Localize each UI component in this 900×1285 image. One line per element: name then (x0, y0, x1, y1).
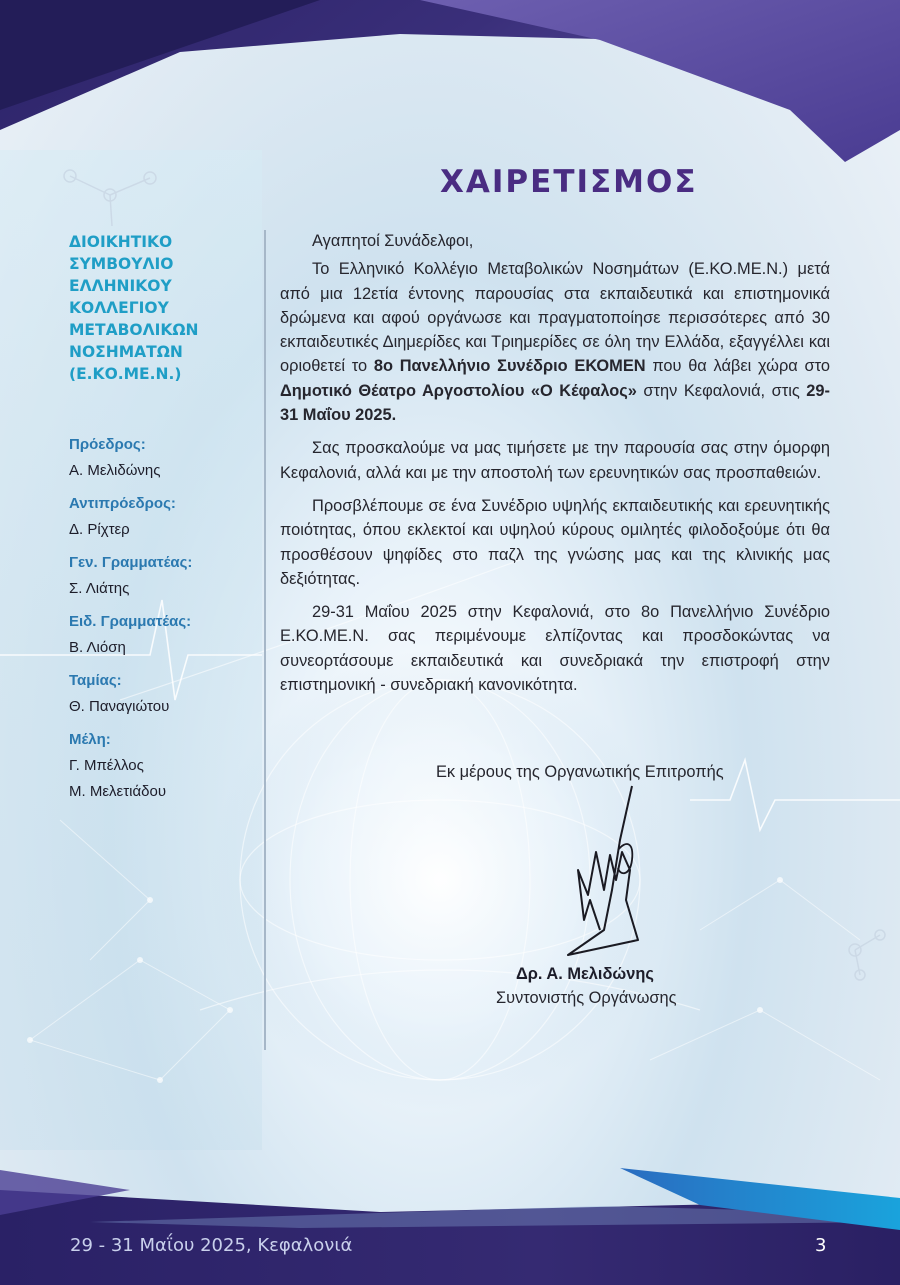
role-name: Γ. Μπέλλος (69, 757, 144, 774)
role-special-secretary (69, 609, 254, 661)
page-number: 3 (815, 1235, 827, 1256)
text-run: στην Κεφαλονιά, στις (636, 381, 807, 400)
text-run: που θα λάβει χώρα στο (645, 357, 830, 376)
letter-paragraph: Σας προσκαλούμε να μας τιμήσετε με την παρουσία σας στην όμορφη Κεφαλονιά, αλλά και με την αποστολή των ερευνητικών σας προσπαθειών. (280, 439, 830, 482)
role-label: Γεν. Γραμματέας: (69, 554, 193, 571)
board-title-line: ΣΥΜΒΟΥΛΙΟ (69, 255, 174, 273)
welcome-letter (280, 229, 830, 706)
letter-paragraph: Προσβλέπουμε σε ένα Συνέδριο υψηλής εκπαιδευτικής και ερευνητικής ποιότητας, όπου εκλεκτοί και υψηλού κύρους ομιλητές φιλοδοξούμε ότι θα προσθέσουν ψηφίδες στο παζλ της γνώσης μας και της κλινικής μας δεξιότητας. (280, 496, 830, 588)
role-name: Θ. Παναγιώτου (69, 698, 170, 715)
role-label: Αντιπρόεδρος: (69, 495, 176, 512)
role-label: Ειδ. Γραμματέας: (69, 613, 192, 630)
role-members (69, 727, 254, 805)
role-label: Μέλη: (69, 731, 111, 748)
congress-dates: 29-31 Μαΐου 2025. (280, 381, 830, 425)
letter-greeting: Αγαπητοί Συνάδελφοι, (312, 232, 474, 250)
board-title-line: ΔΙΟΙΚΗΤΙΚΟ (69, 233, 173, 251)
role-president (69, 432, 254, 484)
column-divider (264, 230, 266, 1050)
role-name: Α. Μελιδώνης (69, 462, 161, 479)
signature-image (560, 780, 660, 960)
board-title-line: (Ε.ΚΟ.ΜΕ.Ν.) (69, 365, 182, 383)
congress-name: 8ο Πανελλήνιο Συνέδριο ΕΚΟΜΕΝ (373, 357, 646, 376)
role-label: Ταμίας: (69, 672, 122, 689)
board-roles (69, 432, 254, 812)
role-name: Μ. Μελετιάδου (69, 783, 167, 800)
footer-date-location: 29 - 31 Μαΐου 2025, Κεφαλονιά (70, 1235, 353, 1256)
board-title (69, 231, 239, 385)
sign-committee: Εκ μέρους της Οργανωτικής Επιτροπής (436, 763, 724, 781)
letter-paragraph (280, 257, 830, 427)
role-name: Δ. Ρίχτερ (69, 521, 130, 538)
text-run: Το Ελληνικό Κολλέγιο Μεταβολικών Νοσημάτων (Ε.ΚΟ.ΜΕ.Ν.) μετά από μια 12ετία έντονης παρουσίας στα εκπαιδευτικά και επιστημονικά δρώμενα και αφού οργάνωσε και πραγματοποίησε περισσότερες από 30 εκπαιδευτικές Διημερίδες και Τριημερίδες σε όλη την Ελλάδα, εξαγγέλλει και οριοθετεί το (280, 260, 830, 376)
role-name: Β. Λιόση (69, 639, 126, 656)
board-title-line: ΜΕΤΑΒΟΛΙΚΩΝ (69, 321, 199, 339)
page-title: ΧΑΙΡΕΤΙΣΜΟΣ (440, 164, 698, 200)
role-vice-president (69, 491, 254, 543)
venue-name: Δημοτικό Θέατρο Αργοστολίου «Ο Κέφαλος» (280, 381, 637, 400)
signatory-name: Δρ. Α. Μελιδώνης (516, 965, 654, 983)
role-label: Πρόεδρος: (69, 436, 146, 453)
board-title-line: ΝΟΣΗΜΑΤΩΝ (69, 343, 183, 361)
signatory-role: Συντονιστής Οργάνωσης (496, 989, 677, 1007)
board-title-line: ΕΛΛΗΝΙΚΟΥ (69, 277, 172, 295)
role-name: Σ. Λιάτης (69, 580, 130, 597)
letter-paragraph: 29-31 Μαΐου 2025 στην Κεφαλονιά, στο 8ο Πανελλήνιο Συνέδριο Ε.ΚΟ.ΜΕ.Ν. σας περιμένουμε ελπίζοντας και προσδοκώντας να συνεορτάσουμε εκπαιδευτικά και συνεδριακά την επιστροφή στην επιστημονική - συνεδριακή κανονικότητα. (280, 603, 830, 695)
board-title-line: ΚΟΛΛΕΓΙΟΥ (69, 299, 169, 317)
role-treasurer (69, 668, 254, 720)
role-general-secretary (69, 550, 254, 602)
